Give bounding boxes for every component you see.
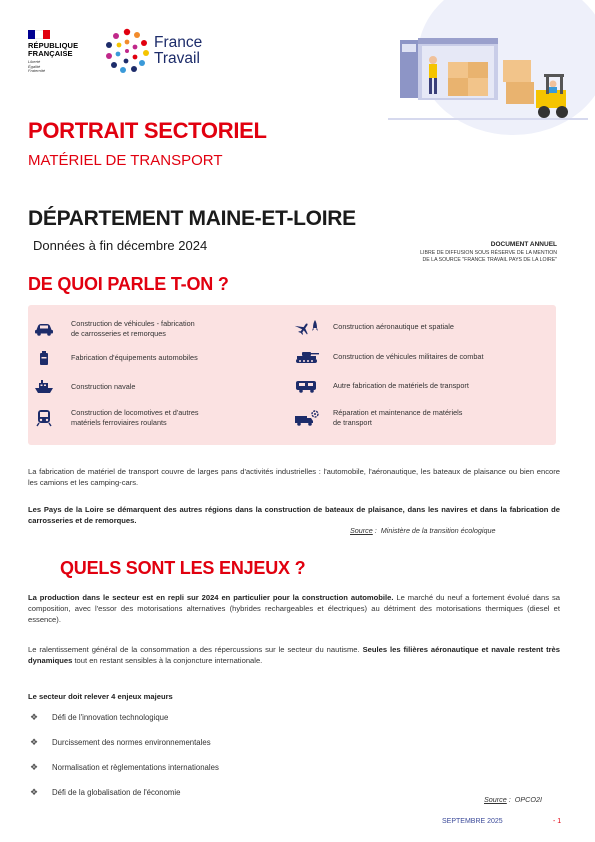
- camper-van-icon: [294, 379, 320, 393]
- challenge-text: Défi de l'innovation technologique: [52, 713, 169, 722]
- page-number: - 1: [553, 818, 562, 825]
- france-travail-logo: [104, 28, 202, 74]
- challenge-text: Normalisation et règlementations internationales: [52, 763, 219, 772]
- tank-icon: [294, 350, 320, 364]
- diamond-bullet-icon: ❖: [30, 762, 39, 772]
- republique-francaise-logo: [28, 30, 98, 74]
- enjeux-p2-end: tout en restant sensibles à la conjoncture internationale.: [74, 656, 263, 665]
- data-date: Données à fin décembre 2024: [33, 238, 208, 253]
- motto-egalite: Égalité: [28, 63, 41, 69]
- subsector-line-1: Construction de véhicules militaires de combat: [333, 352, 484, 362]
- list-item: [30, 712, 168, 723]
- diamond-bullet-icon: ❖: [30, 737, 39, 747]
- list-item: [30, 787, 181, 798]
- enjeux-p1-rest: Le marché du neuf a fortement évolué dans sa composition, avec l'essor des motorisations alternatives (hybrides rechargeables et électriques) au détriment des motorisations thermiques (diesel et essence).: [28, 593, 560, 624]
- diamond-bullet-icon: ❖: [30, 787, 39, 797]
- france-travail-dots-icon: [104, 28, 150, 74]
- subsector-item: [34, 350, 198, 366]
- section-1-heading: DE QUOI PARLE T-ON ?: [28, 274, 229, 294]
- subsector-line-1: Fabrication d'équipements automobiles: [71, 353, 198, 363]
- subsector-line-1: Construction de locomotives et d'autres: [71, 408, 199, 417]
- section-2-heading: QUELS SONT LES ENJEUX ?: [60, 558, 306, 578]
- brand-line-1: France: [154, 34, 203, 51]
- list-item: [30, 737, 211, 748]
- ship-icon: [34, 379, 54, 395]
- highlight-paragraph: Les Pays de la Loire se démarquent des autres régions dans la construction de bateaux de plaisance, dans les navires et dans la fabrication de carrosseries et de remorques.: [28, 505, 560, 525]
- enjeux-p2-bold: Seules les filières aéronautique et navale restent très dynamiques: [28, 645, 560, 665]
- french-flag-icon: [28, 30, 50, 39]
- car-icon: [34, 322, 54, 336]
- subsector-line-1: Construction de véhicules - fabrication: [71, 319, 195, 328]
- motto-liberte: Liberté: [28, 59, 41, 64]
- enjeux-paragraph-2: [28, 644, 560, 666]
- enjeux-paragraph-1: [28, 592, 560, 625]
- subsector-item: [34, 408, 199, 427]
- subsector-item: [294, 350, 483, 364]
- department-title: DÉPARTEMENT MAINE-ET-LOIRE: [28, 207, 356, 230]
- footer-date: SEPTEMBRE 2025: [442, 818, 503, 825]
- subsector-line-1: Autre fabrication de matériels de transport: [333, 381, 469, 391]
- subsector-item: [34, 319, 195, 338]
- enjeux-p2-start: Le ralentissement général de la consommation a des répercussions sur le secteur du nautisme.: [28, 645, 360, 654]
- document-note-line-2: DE LA SOURCE "FRANCE TRAVAIL PAYS DE LA LOIRE": [422, 257, 557, 263]
- subsector-line-1: Réparation et maintenance de matériels: [333, 408, 463, 417]
- subsector-line-1: Construction navale: [71, 382, 136, 392]
- enjeux-p1-bold: La production dans le secteur est en repli sur 2024 en particulier pour la construction automobile.: [28, 593, 394, 602]
- subsector-item: [294, 379, 469, 393]
- challenge-text: Durcissement des normes environnementales: [52, 738, 211, 747]
- logistics-illustration: [378, 0, 595, 140]
- source-text: OPCO2I: [514, 795, 542, 804]
- subsector-line-2: de carrosseries et remorques: [71, 328, 166, 338]
- source-label: Source: [350, 526, 373, 535]
- airplane-rocket-icon: [294, 319, 320, 335]
- document-note: [337, 241, 557, 264]
- page-subtitle: MATÉRIEL DE TRANSPORT: [28, 152, 223, 169]
- subsector-item: [294, 319, 454, 335]
- intro-paragraph: La fabrication de matériel de transport couvre de larges pans d'activités industrielles : l'automobile, l'aéronautique, les bateaux de plaisance ou bien encore les camions et les camping-cars.: [28, 467, 560, 487]
- truck-repair-icon: [294, 409, 320, 427]
- page-title: PORTRAIT SECTORIEL: [28, 118, 267, 143]
- car-battery-icon: [34, 350, 54, 366]
- source-text: Ministère de la transition écologique: [380, 526, 496, 535]
- republic-line-2: FRANÇAISE: [28, 49, 73, 58]
- challenges-title: Le secteur doit relever 4 enjeux majeurs: [28, 692, 173, 701]
- source-note-2: Source : OPCO2I: [484, 795, 542, 804]
- source-note-1: Source : Ministère de la transition écologique: [350, 526, 496, 535]
- subsector-line-2: matériels ferroviaires roulants: [71, 417, 167, 427]
- brand-line-2: Travail: [154, 50, 200, 67]
- train-icon: [34, 409, 54, 427]
- subsector-item: [294, 408, 462, 427]
- list-item: [30, 762, 219, 773]
- source-label: Source: [484, 795, 507, 804]
- document-note-line-1: LIBRE DE DIFFUSION SOUS RÉSERVE DE LA MENTION: [420, 250, 557, 256]
- diamond-bullet-icon: ❖: [30, 712, 39, 722]
- motto-fraternite: Fraternité: [28, 68, 46, 73]
- subsectors-box: [28, 305, 556, 445]
- subsector-line-1: Construction aéronautique et spatiale: [333, 322, 454, 332]
- challenge-text: Défi de la globalisation de l'économie: [52, 788, 181, 797]
- document-note-label: DOCUMENT ANNUEL: [490, 241, 557, 248]
- subsector-line-2: de transport: [333, 417, 372, 427]
- republic-line-1: RÉPUBLIQUE: [28, 41, 79, 50]
- subsector-item: [34, 379, 136, 395]
